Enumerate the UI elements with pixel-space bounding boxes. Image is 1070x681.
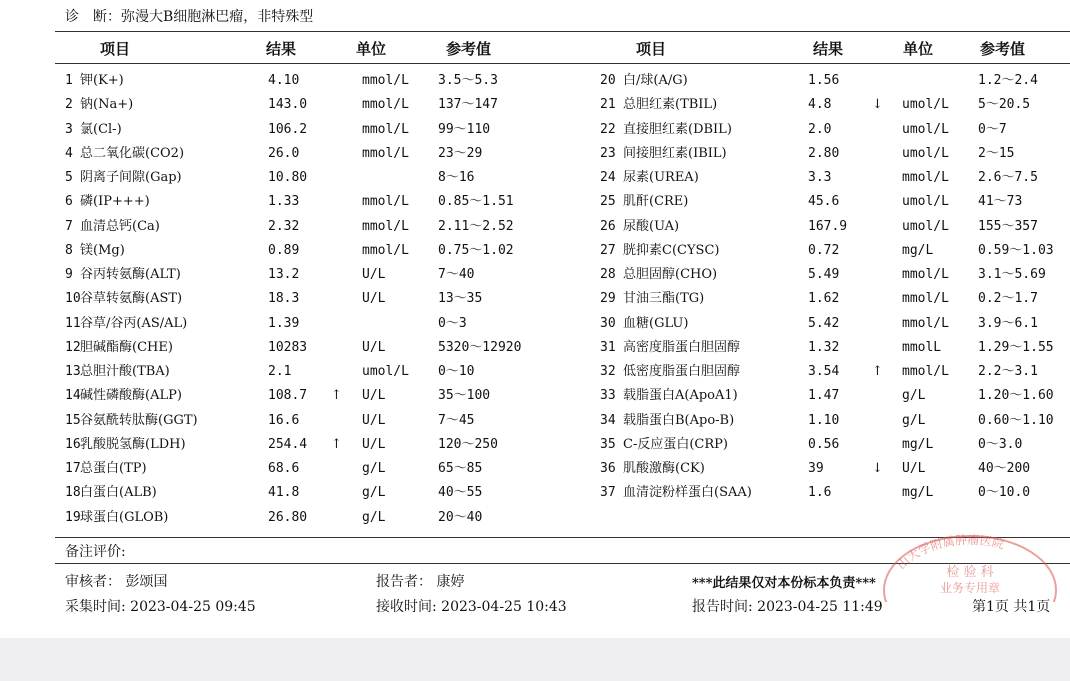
- row-number: 14: [65, 388, 81, 404]
- result-notice: ***此结果仅对本份标本负责***: [692, 576, 876, 591]
- test-result: 106.2: [268, 121, 308, 137]
- header-unit-left: 单位: [356, 40, 387, 58]
- test-result: 16.6: [268, 412, 300, 428]
- test-unit: U/L: [362, 436, 386, 452]
- test-result: 0.56: [808, 436, 840, 452]
- reference-range: 99～110: [438, 121, 491, 137]
- test-result: 26.80: [268, 509, 308, 525]
- remark-label: 备注评价:: [65, 544, 126, 560]
- reference-range: 155～357: [978, 218, 1038, 234]
- test-name: 钠(Na+): [80, 97, 134, 113]
- reference-range: 23～29: [438, 145, 483, 161]
- test-result: 18.3: [268, 291, 300, 307]
- test-unit: U/L: [902, 461, 926, 476]
- row-number: 20: [600, 73, 616, 88]
- header-unit-right: 单位: [903, 40, 934, 58]
- test-name: 肌酸激酶(CK): [623, 461, 705, 476]
- test-unit: umol/L: [362, 364, 409, 379]
- test-name: 肌酐(CRE): [623, 194, 689, 210]
- reference-range: 3.5～5.3: [438, 73, 498, 88]
- test-unit: U/L: [362, 267, 386, 282]
- test-unit: g/L: [902, 412, 926, 428]
- row-number: 4: [65, 145, 73, 161]
- receive-time: 接收时间: 2023-04-25 10:43: [376, 599, 567, 615]
- test-name: 白/球(A/G): [623, 73, 688, 88]
- stamp-line2: 业务专用章: [939, 581, 1001, 595]
- header-result-left: 结果: [266, 40, 297, 58]
- row-number: 7: [65, 218, 73, 234]
- reviewer: 审核者： 彭颂国: [65, 574, 168, 590]
- row-number: 13: [65, 364, 81, 379]
- test-unit: mmol/L: [362, 121, 409, 137]
- test-result: 1.10: [808, 412, 840, 428]
- test-unit: umol/L: [902, 97, 949, 113]
- reference-range: 1.2～2.4: [978, 73, 1038, 88]
- test-name: 血糖(GLU): [623, 315, 689, 331]
- row-number: 30: [600, 315, 616, 331]
- test-name: 谷丙转氨酶(ALT): [80, 267, 181, 282]
- test-unit: mmol/L: [362, 97, 409, 113]
- test-result: 3.54: [808, 364, 840, 379]
- reference-range: 1.29～1.55: [978, 339, 1054, 355]
- test-name: 胱抑素C(CYSC): [623, 242, 720, 258]
- row-number: 19: [65, 509, 81, 525]
- row-number: 3: [65, 121, 73, 137]
- reference-range: 5～20.5: [978, 97, 1031, 113]
- reference-range: 0.85～1.51: [438, 194, 514, 210]
- reference-range: 0.2～1.7: [978, 291, 1038, 307]
- reference-range: 5320～12920: [438, 339, 522, 355]
- row-number: 31: [600, 339, 616, 355]
- reporter: 报告者： 康婷: [376, 574, 465, 590]
- test-name: 谷氨酰转肽酶(GGT): [80, 412, 198, 428]
- test-name: 尿素(UREA): [623, 170, 699, 185]
- header-ref-right: 参考值: [980, 40, 1026, 58]
- test-result: 2.1: [268, 364, 292, 379]
- row-number: 29: [600, 291, 616, 307]
- test-name: 阴离子间隙(Gap): [80, 170, 182, 185]
- test-name: 血清总钙(Ca): [80, 218, 160, 234]
- test-result: 5.49: [808, 267, 840, 282]
- test-name: 胆碱酯酶(CHE): [80, 339, 173, 355]
- test-name: C-反应蛋白(CRP): [623, 436, 728, 452]
- row-number: 35: [600, 436, 616, 452]
- test-result: 4.8: [808, 97, 832, 113]
- test-name: 谷草转氨酶(AST): [80, 291, 183, 307]
- test-name: 血清淀粉样蛋白(SAA): [623, 485, 752, 501]
- test-name: 载脂蛋白B(Apo-B): [623, 412, 735, 428]
- test-result: 10283: [268, 339, 308, 355]
- row-number: 12: [65, 339, 81, 355]
- reference-range: 0～3: [438, 315, 467, 331]
- reference-range: 40～200: [978, 461, 1031, 476]
- test-result: 1.33: [268, 194, 300, 210]
- test-unit: g/L: [362, 461, 386, 476]
- arrow-up-icon: ↑: [872, 364, 883, 379]
- test-result: 1.32: [808, 339, 840, 355]
- test-unit: mg/L: [902, 436, 934, 452]
- reference-range: 0～10.0: [978, 485, 1031, 501]
- page-number: 第1页 共1页: [972, 599, 1051, 615]
- test-name: 总蛋白(TP): [80, 461, 147, 476]
- row-number: 32: [600, 364, 616, 379]
- header-rule: [55, 63, 1070, 64]
- row-number: 36: [600, 461, 616, 476]
- stamp-line1: 检 验 科: [946, 565, 994, 580]
- row-number: 1: [65, 73, 73, 88]
- test-name: 白蛋白(ALB): [80, 485, 157, 501]
- reference-range: 7～45: [438, 412, 475, 428]
- test-result: 1.39: [268, 315, 300, 331]
- test-unit: umol/L: [902, 218, 949, 234]
- test-unit: mmol/L: [362, 145, 409, 161]
- row-number: 24: [600, 170, 616, 185]
- row-number: 8: [65, 242, 73, 258]
- test-result: 1.6: [808, 485, 832, 501]
- test-result: 26.0: [268, 145, 300, 161]
- test-result: 0.72: [808, 242, 840, 258]
- test-unit: U/L: [362, 339, 386, 355]
- test-unit: mmol/L: [902, 267, 949, 282]
- test-unit: mmolL: [902, 339, 942, 355]
- reference-range: 0～3.0: [978, 436, 1023, 452]
- test-name: 钾(K+): [80, 73, 124, 88]
- test-result: 1.47: [808, 388, 840, 404]
- reference-range: 120～250: [438, 436, 498, 452]
- test-name: 乳酸脱氢酶(LDH): [80, 436, 186, 452]
- lab-seal-stamp: [880, 532, 1060, 602]
- test-unit: mmol/L: [902, 315, 949, 331]
- test-result: 0.89: [268, 242, 300, 258]
- row-number: 18: [65, 485, 81, 501]
- test-name: 总胆固醇(CHO): [623, 267, 718, 282]
- test-unit: U/L: [362, 412, 386, 428]
- row-number: 27: [600, 242, 616, 258]
- reference-range: 0～10: [438, 364, 475, 379]
- test-name: 尿酸(UA): [623, 218, 680, 234]
- row-number: 2: [65, 97, 73, 113]
- test-result: 5.42: [808, 315, 840, 331]
- reference-range: 20～40: [438, 509, 483, 525]
- row-number: 9: [65, 267, 73, 282]
- test-unit: U/L: [362, 291, 386, 307]
- test-result: 254.4: [268, 436, 308, 452]
- row-number: 22: [600, 121, 616, 137]
- test-result: 13.2: [268, 267, 300, 282]
- table-bottom-rule: [55, 537, 1070, 538]
- reference-range: 7～40: [438, 267, 475, 282]
- test-result: 45.6: [808, 194, 840, 210]
- test-result: 143.0: [268, 97, 308, 113]
- test-unit: g/L: [362, 485, 386, 501]
- test-name: 高密度脂蛋白胆固醇: [623, 339, 741, 355]
- row-number: 16: [65, 436, 81, 452]
- test-name: 总二氧化碳(CO2): [80, 145, 185, 161]
- row-number: 11: [65, 315, 81, 331]
- remark-rule: [55, 563, 1070, 564]
- test-result: 39: [808, 461, 824, 476]
- row-number: 37: [600, 485, 616, 501]
- row-number: 34: [600, 412, 616, 428]
- row-number: 15: [65, 412, 81, 428]
- arrow-down-icon: ↓: [872, 461, 883, 476]
- test-result: 68.6: [268, 461, 300, 476]
- row-number: 17: [65, 461, 81, 476]
- reference-range: 65～85: [438, 461, 483, 476]
- test-name: 间接胆红素(IBIL): [623, 145, 727, 161]
- reference-range: 0.59～1.03: [978, 242, 1054, 258]
- row-number: 26: [600, 218, 616, 234]
- reference-range: 2.11～2.52: [438, 218, 514, 234]
- row-number: 23: [600, 145, 616, 161]
- test-name: 直接胆红素(DBIL): [623, 121, 732, 137]
- test-unit: umol/L: [902, 121, 949, 137]
- reference-range: 40～55: [438, 485, 483, 501]
- test-result: 41.8: [268, 485, 300, 501]
- reference-range: 0.75～1.02: [438, 242, 514, 258]
- test-name: 总胆汁酸(TBA): [80, 364, 170, 379]
- top-rule: [55, 31, 1070, 32]
- test-name: 镁(Mg): [80, 242, 125, 258]
- stamp-ring: [884, 536, 1056, 602]
- test-unit: mmol/L: [362, 242, 409, 258]
- reference-range: 3.1～5.69: [978, 267, 1046, 282]
- test-name: 载脂蛋白A(ApoA1): [623, 388, 738, 404]
- test-name: 碱性磷酸酶(ALP): [80, 388, 182, 404]
- test-unit: mmol/L: [362, 218, 409, 234]
- header-ref-left: 参考值: [446, 40, 492, 58]
- arrow-down-icon: ↓: [872, 97, 883, 113]
- row-number: 28: [600, 267, 616, 282]
- test-result: 167.9: [808, 218, 848, 234]
- row-number: 33: [600, 388, 616, 404]
- test-name: 磷(IP+++): [80, 194, 150, 210]
- reference-range: 2.2～3.1: [978, 364, 1038, 379]
- test-unit: mg/L: [902, 242, 934, 258]
- test-result: 1.62: [808, 291, 840, 307]
- test-unit: mg/L: [902, 485, 934, 501]
- collect-time: 采集时间: 2023-04-25 09:45: [65, 599, 256, 615]
- test-result: 1.56: [808, 73, 840, 88]
- row-number: 6: [65, 194, 73, 210]
- test-name: 甘油三酯(TG): [623, 291, 705, 307]
- row-number: 5: [65, 170, 73, 185]
- reference-range: 35～100: [438, 388, 491, 404]
- reference-range: 0～7: [978, 121, 1007, 137]
- test-unit: umol/L: [902, 145, 949, 161]
- reference-range: 41～73: [978, 194, 1023, 210]
- test-result: 2.0: [808, 121, 832, 137]
- reference-range: 1.20～1.60: [978, 388, 1054, 404]
- test-unit: g/L: [362, 509, 386, 525]
- reference-range: 8～16: [438, 170, 475, 185]
- reference-range: 13～35: [438, 291, 483, 307]
- test-result: 2.32: [268, 218, 300, 234]
- reference-range: 137～147: [438, 97, 498, 113]
- test-unit: mmol/L: [362, 73, 409, 88]
- test-name: 总胆红素(TBIL): [623, 97, 718, 113]
- test-name: 低密度脂蛋白胆固醇: [623, 364, 741, 379]
- test-unit: mmol/L: [902, 170, 949, 185]
- header-item-right: 项目: [636, 40, 667, 58]
- test-unit: U/L: [362, 388, 386, 404]
- test-result: 4.10: [268, 73, 300, 88]
- stamp-arc-text: 山大学附属肿瘤医院: [894, 532, 1006, 573]
- reference-range: 2～15: [978, 145, 1015, 161]
- test-name: 谷草/谷丙(AS/AL): [80, 315, 188, 331]
- header-result-right: 结果: [813, 40, 844, 58]
- report-time: 报告时间: 2023-04-25 11:49: [692, 599, 883, 615]
- reference-range: 3.9～6.1: [978, 315, 1038, 331]
- header-item-left: 项目: [100, 40, 131, 58]
- test-unit: mmol/L: [362, 194, 409, 210]
- row-number: 10: [65, 291, 81, 307]
- row-number: 21: [600, 97, 616, 113]
- test-unit: mmol/L: [902, 291, 949, 307]
- arrow-up-icon: ↑: [331, 388, 342, 404]
- test-unit: g/L: [902, 388, 926, 404]
- test-result: 10.80: [268, 170, 308, 185]
- reference-range: 0.60～1.10: [978, 412, 1054, 428]
- test-result: 3.3: [808, 170, 832, 185]
- test-result: 108.7: [268, 388, 308, 404]
- arrow-up-icon: ↑: [331, 436, 342, 452]
- test-name: 氯(Cl-): [80, 121, 122, 137]
- test-result: 2.80: [808, 145, 840, 161]
- reference-range: 2.6～7.5: [978, 170, 1038, 185]
- test-unit: mmol/L: [902, 364, 949, 379]
- diagnosis-line: 诊 断：弥漫大B细胞淋巴瘤，非特殊型: [65, 9, 314, 25]
- row-number: 25: [600, 194, 616, 210]
- test-name: 球蛋白(GLOB): [80, 509, 169, 525]
- test-unit: umol/L: [902, 194, 949, 210]
